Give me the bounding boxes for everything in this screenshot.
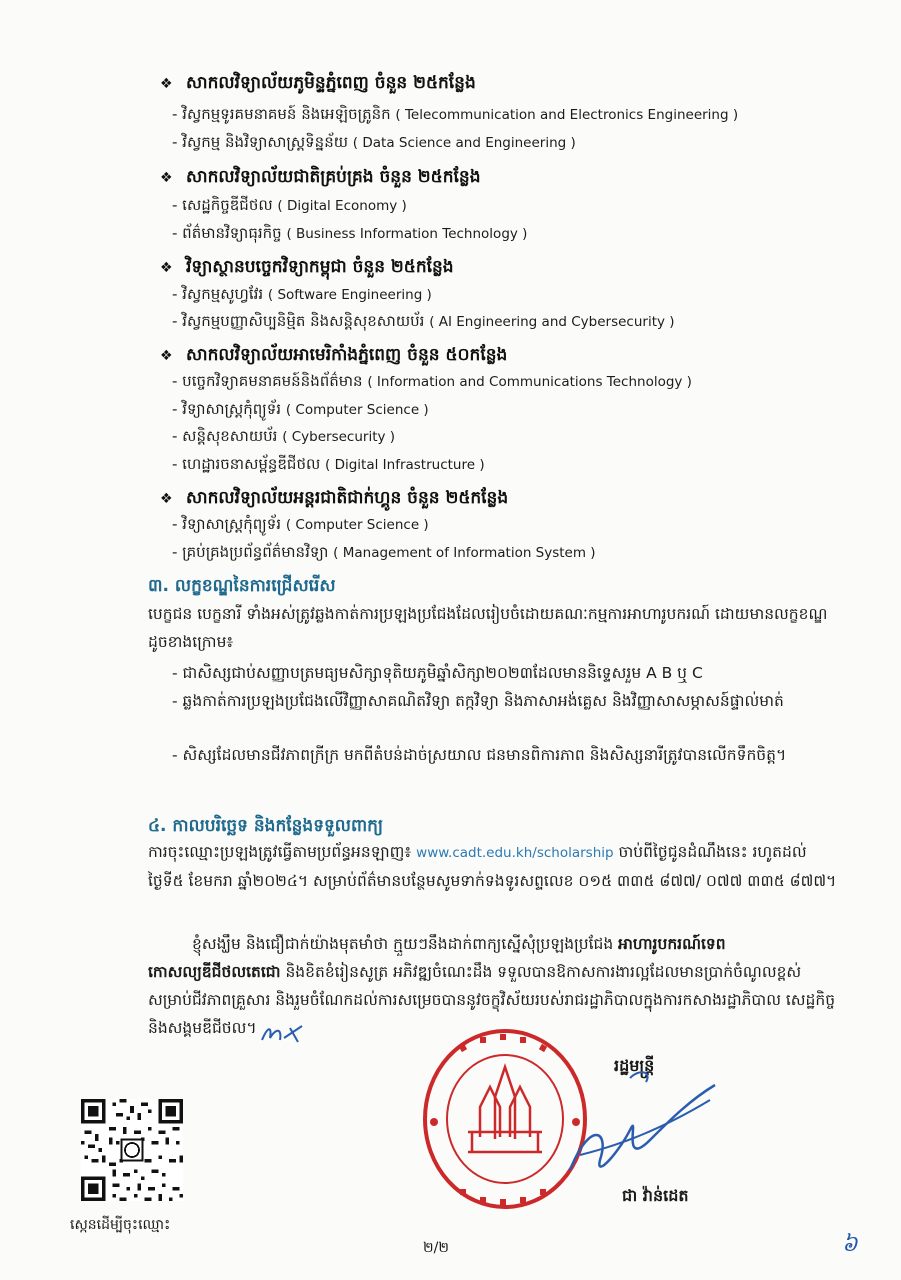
criteria-item: - ជាសិស្សជាប់សញ្ញាបត្រមធ្យមសិក្សាទុតិយភូមិឆ្នាំសិក្សា២០២៣ដែលមាននិទ្ទេសរួម A B ឬ C <box>172 664 703 682</box>
program-item: - វិស្វកម្មសូហ្វវែរ ( Software Engineering ) <box>172 285 432 303</box>
registration-qr-code[interactable] <box>81 1099 183 1201</box>
scholarship-link[interactable]: www.cadt.edu.kh/scholarship <box>416 845 614 861</box>
program-item: - វិស្វកម្មបញ្ញាសិប្បនិម្មិត និងសន្តិសុខសាយប័រ ( AI Engineering and Cybersecurity ) <box>172 312 675 330</box>
section-3-heading: ៣. លក្ខខណ្ឌនៃការជ្រើសរើស <box>148 576 336 596</box>
program-item: - បច្ចេកវិទ្យាគមនាគមន៍និងព័ត៌មាន ( Information and Communications Technology ) <box>172 372 692 390</box>
scholarship-name: អាហារូបករណ៍ទេពកោសល្យឌីជីថលតេជោ <box>148 935 726 981</box>
program-item: - សេដ្ឋកិច្ចឌីជីថល ( Digital Economy ) <box>172 196 407 214</box>
university-title-aupp: ❖ សាកលវិទ្យាល័យអាមេរិកាំងភ្នំពេញ ចំនួន ៥០កន្លែង <box>160 345 508 365</box>
program-item: - សន្តិសុខសាយប័រ ( Cybersecurity ) <box>172 427 396 445</box>
university-title-rupp: ❖ សាកលវិទ្យាល័យភូមិន្ទភ្នំពេញ ចំនួន ២៥កន្លែង <box>160 73 476 93</box>
university-title-itc: ❖ វិទ្យាស្ថានបច្ចេកវិទ្យាកម្ពុជា ចំនួន ២៥កន្លែង <box>160 257 454 277</box>
program-item: - ព័ត៌មានវិទ្យាធុរកិច្ច ( Business Information Technology ) <box>172 224 528 242</box>
program-item: - វិទ្យាសាស្ត្រកុំព្យូទ័រ ( Computer Science ) <box>172 515 429 533</box>
program-item: - វិទ្យាសាស្ត្រកុំព្យូទ័រ ( Computer Science ) <box>172 400 429 418</box>
closing-paragraph: ខ្ញុំសង្ឃឹម និងជឿជាក់យ៉ាងមុតមាំថា ក្មួយៗនឹងដាក់ពាក្យស្នើសុំប្រឡងប្រជែង អាហារូបករណ៍ទេពកោសល្យឌីជីថលតេជោ និងខិតខំរៀនសូត្រ អភិវឌ្ឍចំណេះដឹង ទទួលបានឱកាសការងារល្អដែលមានប្រាក់ចំណូលខ្ពស់សម្រាប់ជីវភាពគ្រួសារ និងរួមចំណែកដល់ការសម្រេចបាននូវចក្ខុវិស័យរបស់រាជរដ្ឋាភិបាលក្នុងការកសាងរដ្ឋាភិបាល សេដ្ឋកិច្ច និងសង្គមឌីជីថល។ <box>148 935 836 1037</box>
handwritten-signature <box>560 1060 720 1200</box>
section-4-paragraph: ការចុះឈ្មោះប្រឡងត្រូវធ្វើតាមប្រព័ន្ធអនឡាញ៖ www.cadt.edu.kh/scholarship ចាប់ពីថ្ងៃជូនដំណឹងនេះ រហូតដល់ថ្ងៃទី៥ ខែមករា ឆ្នាំ២០២៤។ សម្រាប់ព័ត៌មានបន្ថែមសូមទាក់ទងទូរសព្ទលេខ ០១៥ ៣៣៥ ៨៧៧/ ០៧៧ ៣៣៥ ៨៧៧។ <box>148 843 837 890</box>
minister-name: ជា វ៉ាន់ដេត <box>622 1186 689 1205</box>
program-item: - ហេដ្ឋារចនាសម្ព័ន្ធឌីជីថល ( Digital Infrastructure ) <box>172 455 485 473</box>
handwritten-corner-mark: ៦ <box>842 1232 858 1257</box>
section-4-heading: ៤. កាលបរិច្ឆេទ និងកន្លែងទទួលពាក្យ <box>148 816 384 836</box>
university-title-kiu: ❖ សាកលវិទ្យាល័យអន្តរជាតិជាក់ហ្គូន ចំនួន ២៥កន្លែង <box>160 488 509 508</box>
section-3-intro: បេក្ខជន បេក្ខនារី ទាំងអស់ត្រូវឆ្លងកាត់ការប្រឡងប្រជែងដែលរៀបចំដោយគណៈកម្មការអាហារូបករណ៍ ដោយមានលក្ខខណ្ឌដូចខាងក្រោម៖ <box>148 605 828 651</box>
minister-title: រដ្ឋមន្ត្រី <box>614 1056 655 1075</box>
criteria-item: - ឆ្លងកាត់ការប្រឡងប្រជែងលើវិញ្ញាសាគណិតវិទ្យា តក្កវិទ្យា និងភាសាអង់គ្លេស និងវិញ្ញាសាសម្ភាសន៍ផ្ទាល់មាត់ <box>172 692 784 710</box>
criteria-item: - សិស្សដែលមានជីវភាពក្រីក្រ មកពីតំបន់ដាច់ស្រយាល ជនមានពិការភាព និងសិស្សនារីត្រូវបានលើកទឹកចិត្ត។ <box>172 746 787 764</box>
university-title-num: ❖ សាកលវិទ្យាល័យជាតិគ្រប់គ្រង ចំនួន ២៥កន្លែង <box>160 167 481 187</box>
handwritten-initials <box>258 1022 308 1046</box>
program-item: - គ្រប់គ្រងប្រព័ន្ធព័ត៌មានវិទ្យា ( Management of Information System ) <box>172 543 596 561</box>
program-item: - វិស្វកម្ម និងវិទ្យាសាស្ត្រទិន្នន័យ ( Data Science and Engineering ) <box>172 133 576 151</box>
page-number: ២/២ <box>423 1240 449 1256</box>
qr-caption: ស្កេនដើម្បីចុះឈ្មោះ <box>70 1217 171 1233</box>
program-item: - វិស្វកម្មទូរគមនាគមន៍ និងអេឡិចត្រូនិក ( Telecommunication and Electronics Engineering ) <box>172 105 739 123</box>
